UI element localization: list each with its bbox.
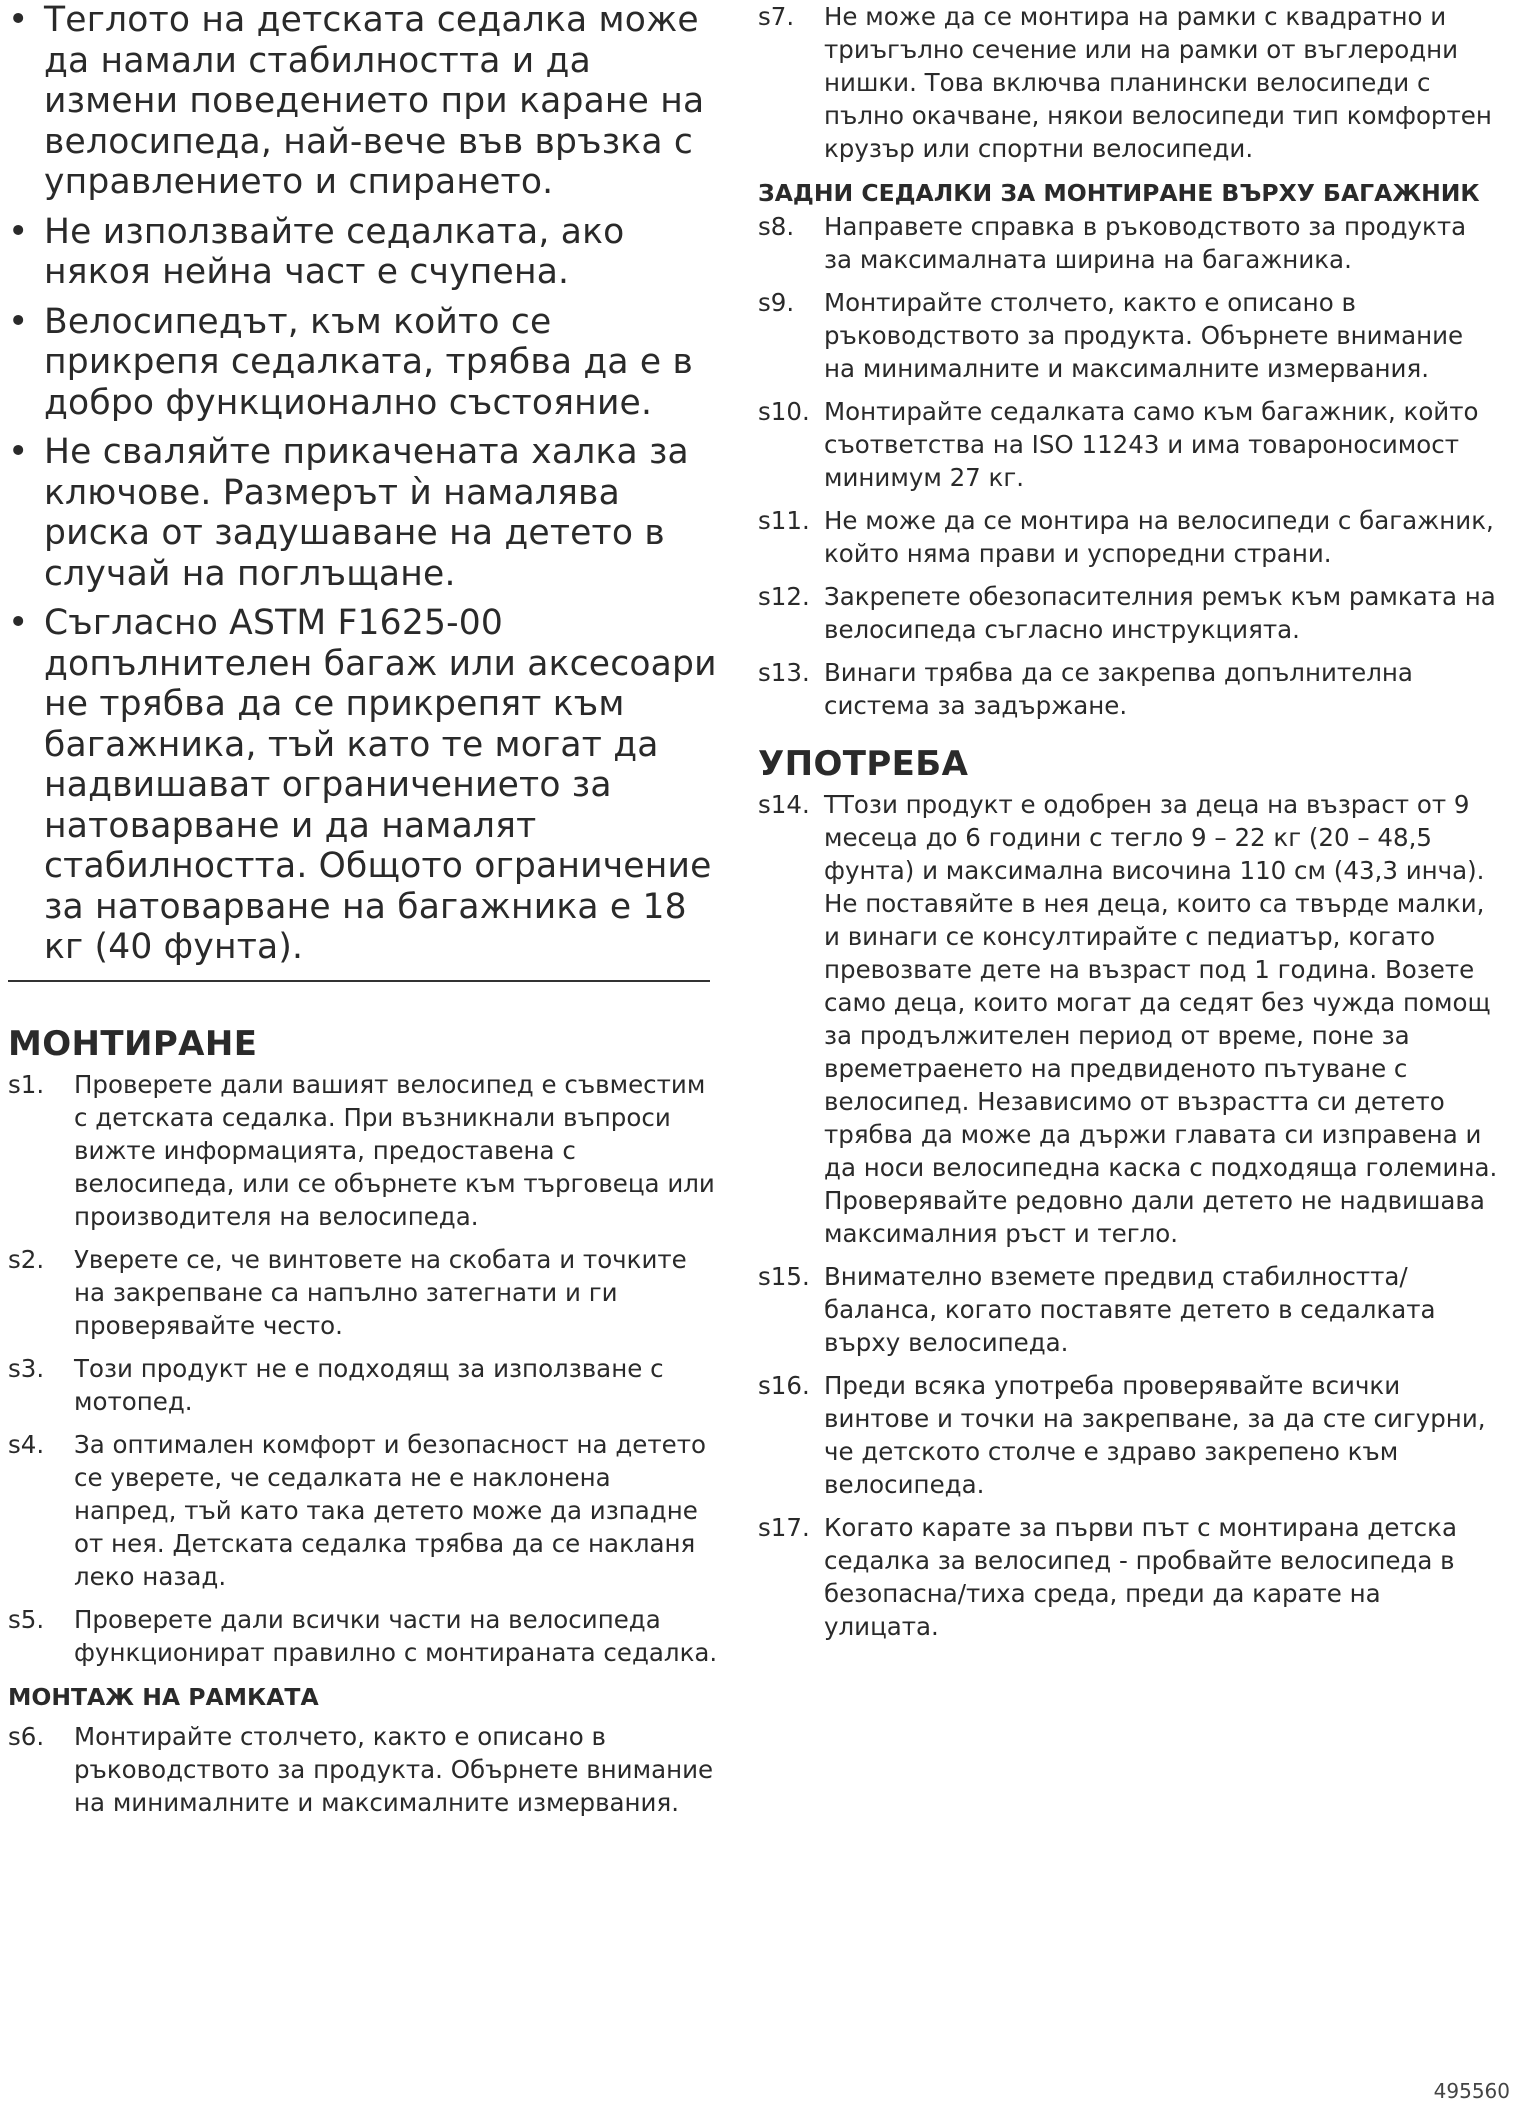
item-text: Преди всяка употреба проверявайте всички винтове и точки на закрепване, за да сте сигурни, че детското столче е здраво закрепено към велосипеда. [824,1371,1486,1499]
item-text: Монтирайте седалката само към багажник, който съответства на ISO 11243 и има товароносимост минимум 27 кг. [824,397,1479,492]
list-item [8,1428,718,1593]
item-text: Монтирайте столчето, както е описано в ръководството за продукта. Обърнете внимание на минималните и максималните измервания. [824,288,1464,383]
item-text: Този продукт не е подходящ за използване с мотопед. [74,1353,664,1416]
item-number: s10. [758,397,810,426]
warning-item: • Не сваляйте прикачената халка за ключове. Размерът ѝ намалява риска от задушаване на детето в случай на поглъщане. [8,432,718,594]
item-number: s14. [758,790,810,819]
right-column [758,0,1498,1653]
item-number: s12. [758,582,810,611]
frame-list [8,1720,718,1819]
item-number: s17. [758,1513,810,1542]
usage-list [758,788,1498,1643]
item-text: Проверете дали всички части на велосипеда функционират правилно с монтираната седалка. [74,1604,718,1667]
item-text: TТози продукт е одобрен за деца на възраст от 9 месеца до 6 години с тегло 9 – 22 кг (20 – 48,5 фунта) и максимална височина 110 см (43,3 инча). Не поставяйте в нея деца, които са твърде малки, и винаги се консултирайте с педиатър, когато превозвате дете на възраст под 1 година. Возете само деца, които могат да седят без чужда помощ за продължителен период от време, поне за времетраенето на предвиденото пътуване с велосипед. Независимо от възрастта си детето трябва да може да държи главата си изправена и да носи велосипедна каска с подходяща големина. Проверявайте редовно дали детето не надвишава максималния ръст и тегло. [824,790,1498,1248]
warning-item: • Не използвайте седалката, ако някоя нейна част е счупена. [8,212,718,293]
list-item [8,1603,718,1669]
item-text: За оптимален комфорт и безопасност на детето се уверете, че седалката не е наклонена напред, тъй като така детето може да изпадне от нея. Детската седалка трябва да се накланя леко назад. [74,1429,706,1591]
mounting-list [8,1068,718,1669]
list-item [758,504,1498,570]
item-text: Не може да се монтира на рамки с квадратно и триъгълно сечение или на рамки от въглеродни нишки. Това включва планински велосипеди с пълно окачване, някои велосипеди тип комфортен крузър или спортни велосипеди. [824,2,1492,163]
item-number: s13. [758,658,810,687]
frame-title: МОНТАЖ НА РАМКАТА [8,1682,319,1711]
item-text: Винаги трябва да се закрепва допълнителна система за задържане. [824,658,1413,720]
item-number: s16. [758,1371,810,1400]
list-item [758,1260,1498,1359]
item-number: s11. [758,506,810,535]
item-number: s8. [758,212,795,241]
section-divider [8,980,710,982]
list-item [758,0,1498,165]
item-text: Направете справка в ръководството за продукта за максималната ширина на багажника. [824,212,1467,274]
item-number: s7. [758,2,795,31]
list-item [758,788,1498,1250]
usage-title: УПОТРЕБА [758,744,969,784]
list-item [758,395,1498,494]
list-item [758,656,1498,722]
rack-list [758,210,1498,722]
item-number: s1. [8,1069,45,1099]
warning-item: • Теглото на детската седалка може да намали стабилността и да измени поведението при каране на велосипеда, най-вече във връзка с управлението и спирането. [8,0,718,203]
item-number: s4. [8,1429,45,1459]
mounting-title: МОНТИРАНЕ [8,1023,258,1064]
list-item [758,286,1498,385]
item-number: s5. [8,1604,45,1634]
document-code: 495560 [1433,2079,1510,2103]
item-text: Проверете дали вашият велосипед е съвместим с детската седалка. При възникнали въпроси вижте информацията, предоставена с велосипеда, или се обърнете към търговеца или производителя на велосипеда. [74,1069,715,1231]
item-number: s2. [8,1244,45,1274]
list-item [8,1720,718,1819]
item-text: Когато карате за първи път с монтирана детска седалка за велосипед - пробвайте велосипеда в безопасна/тиха среда, преди да карате на улицата. [824,1513,1457,1641]
frame-list-continued [758,0,1498,165]
list-item [758,1369,1498,1501]
list-item [8,1352,718,1418]
item-number: s6. [8,1721,45,1751]
warning-item: • Съгласно ASTM F1625-00 допълнителен багаж или аксесоари не трябва да се прикрепят към багажника, тъй като те могат да надвишават ограничението за натоварване и да намалят стабилността. Общото ограничение за натоварване на багажника е 18 кг (40 фунта). [8,603,718,968]
item-text: Внимателно вземете предвид стабилността/баланса, когато поставяте детето в седалката върху велосипеда. [824,1262,1436,1357]
rack-title: ЗАДНИ СЕДАЛКИ ЗА МОНТИРАНЕ ВЪРХУ БАГАЖНИК [758,179,1480,207]
item-text: Монтирайте столчето, както е описано в ръководството за продукта. Обърнете внимание на минималните и максималните измервания. [74,1721,714,1817]
list-item [8,1068,718,1233]
item-number: s3. [8,1353,45,1383]
list-item [758,580,1498,646]
list-item [758,1511,1498,1643]
warnings-list [8,0,718,968]
item-text: Уверете се, че винтовете на скобата и точките на закрепване са напълно затегнати и ги проверявайте често. [74,1244,687,1340]
list-item [758,210,1498,276]
item-number: s9. [758,288,795,317]
item-number: s15. [758,1262,810,1291]
list-item [8,1243,718,1342]
left-column [8,0,718,1829]
warning-item: • Велосипедът, към който се прикрепя седалката, трябва да е в добро функционално състояние. [8,302,718,424]
item-text: Закрепете обезопасителния ремък към рамката на велосипеда съгласно инструкцията. [824,582,1496,644]
item-text: Не може да се монтира на велосипеди с багажник, който няма прави и успоредни страни. [824,506,1494,568]
